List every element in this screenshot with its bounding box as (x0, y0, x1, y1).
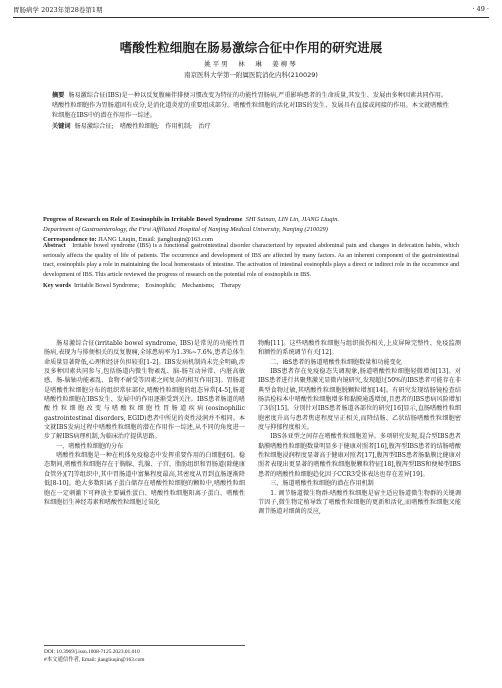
header-rule (13, 17, 489, 18)
keywords: 肠易激综合征; 嗜酸性粒细胞; 作用机制; 治疗 (74, 122, 211, 130)
article-title: 嗜酸性粒细胞在肠易激综合征中作用的研究进展 (119, 40, 383, 55)
english-department: Department of Gastroenterology, the First Affiliated Hospital of Nanjing Medical University, Nanjing (210029) (43, 226, 328, 233)
chinese-abstract (52, 91, 450, 132)
paragraph: 物酶[11]。这些嗜酸性粒细胞与组织损伤相关,上皮屏障完整性、免疫监测和额性的系统调节有关[12]。 (258, 340, 461, 357)
page-number: · 49 · (472, 5, 489, 13)
english-title-block (43, 215, 459, 245)
paragraph: IBS各亚型之间存在嗜酸性粒细胞差异。多项研究发现,混合型IBS患者黏膜嗜酸性粒细胞数量明显多于健康对照者[16],腹泻型IBS患者的结肠嗜酸性粒细胞浸润程度显著高于健康对照者[17],腹泻型IBS患者肠黏膜比健康对照者表现出更显著的嗜酸性粒细胞脱颗粒特征[18],腹泻型IBS和便秘型IBS患者的嗜酸性粒细胞趋化因子CCR3受体表达也存在差异[19]。 (258, 433, 461, 478)
doi: DOI: 10.3969/j.issn.1008-7125.2023.01.010 (44, 649, 140, 655)
correspondence: JIANG Liuqin, Email: jiangliuqin@163.com (98, 236, 213, 243)
abstract-text: 肠易激综合征(IBS)是一种以反复腹痛伴排便习惯改变为特征的功能性胃肠病,严重影响患者的生命质量,其发生、发展由多种因素共同作用。嗜酸性粒细胞作为胃肠道固有成分,是消化道炎症的重要组成部分。嗜酸性粒细胞的活化对IBS的发生、发展具有直接或间接的作用。本文就嗜酸性粒细胞在IBS中的潜在作用作一综述。 (52, 92, 449, 120)
paragraph: 嗜酸性粒细胞是一种在机体免疫稳态中发挥重要作用的白细胞[6]。稳态期间,嗜酸性粒细胞存在于胸腺、乳腺、子宫、脂肪组织和胃肠道(除健康食管外)[7]等组织中,其中胃肠道中富集程度最高,其密度从胃到直肠逐渐降低[8-10]。绝大多数阳离子蛋白储存在嗜酸性粒细胞的颗粒中,嗜酸性粒细胞在一定刺激下可释放主要碱性蛋白、嗜酸性粒细胞阳离子蛋白、嗜酸性粒细胞衍生神经毒素和嗜酸性粒细胞过氧化 (44, 452, 245, 506)
english-keywords-label: Key words (43, 283, 71, 290)
paragraph: 1. 调节肠道微生物群:嗜酸性粒细胞是宿主适应肠道微生物群的关键调节因子,微生物定植导致了嗜酸性粒细胞的更新和活化,而嗜酸性粒细胞又能调节肠道对细菌的反应, (258, 489, 461, 516)
paragraph: 肠易激综合征(irritable bowel syndrome, IBS)是常见的功能性胃肠病,表现为与排便相关的反复腹痛,全球患病率为1.3%~7.6%,患者总体生命质量显著降低,心理和经济负担较重[1-2]。IBS发病机制尚未完全明确,涉及多种因素共同参与,包括肠道内微生物紊乱、脑-肠互动异常、内脏高敏感、肠-脑轴功能紊乱、食物不耐受等因素之间复杂的相互作用[3]。胃肠道是嗜酸性粒细胞分布的组织常驻部位,嗜酸性粒细胞的组态异常[4-5],肠道嗜酸性粒细胞在IBS发生、发展中的作用逐渐受到关注。IBS患者肠道的嗜酸性粒细胞改变与嗜酸粒细胞性胃肠道疾病(eosinophilic gastrointestinal disorders, EGID)患者中所见的炎性浸润并不相同。本文就IBS发病过程中嗜酸性粒细胞的潜在作用作一综述,从不同的角度进一步了解IBS病理机制,为临床治疗提供思路。 (44, 340, 245, 441)
authors: 姚平男 林 琳 姜柳琴 (204, 60, 298, 68)
abstract-label: 摘要 (52, 92, 65, 99)
paragraph: IBS患者存在免疫稳态失调现象,肠道嗜酸性粒细胞轻微增加[13]。对IBS患者进行共聚焦激光显微内镜研究,发现超过50%的IBS患者可能存在非典型食物过敏,其嗜酸性粒细胞脱颗粒增加[14]。有研究发现结肠镜检查结肠活检标本中嗜酸性粒细胞增多和黏膜通透增加,且患者的IBS患病风险增加了3倍[15]。分别针对IBS患者肠道各部位的研究[16]显示,直肠嗜酸性粒细胞密度升高与患者焦虑程度呈正相关,而降结肠、乙状结肠嗜酸性粒细胞密度与抑郁程度相关。 (258, 368, 461, 432)
journal-name: 胃肠病学 2023年第28卷第1期 (13, 6, 103, 14)
english-authors: SHI Suinan, LIN Lin, JIANG Liuqin. (245, 216, 340, 223)
english-abstract-label: Abstract (43, 243, 66, 249)
english-title: Progress of Research on Role of Eosinophils in Irritable Bowel Syndrome (43, 216, 243, 223)
keywords-label: 关键词 (52, 122, 71, 130)
english-abstract-text: Irritable bowel syndrome (IBS) is a functional gastrointestinal disorder characterized by repeated abdominal pain and changes in defecation habits, which seriously affects the quality of life of patients. The occurrence and development of IBS are affected by many factors. As an inherent component of the gastrointestinal tract, eosinophils play a role in maintaining the local homeostasis of intestine. The activation of intestinal eosinophils plays a direct or indirect role in the occurrence and development of IBS. This article reviewed the progress of research on the potential role of eosinophils in IBS. (43, 243, 459, 278)
section-heading: 一、嗜酸性粒细胞的分布 (56, 442, 124, 450)
footnote (44, 645, 245, 665)
left-column (44, 339, 245, 507)
correspondence-label: Correspondence to: (43, 236, 97, 243)
footnote-correspondence: #本文通信作者, Email: jiangliuqin@163.com (44, 657, 145, 664)
right-column (258, 339, 461, 517)
english-abstract (43, 242, 459, 292)
english-keywords: Irritable Bowel Syndrome; Eosinophils; Mechanisms; Therapy (73, 283, 241, 290)
affiliation: 南京医科大学第一附属医院消化内科(210029) (184, 71, 318, 79)
section-heading: 三、肠道嗜酸性粒细胞的潜在作用机制 (270, 480, 374, 488)
section-heading: 二、IBS患者的肠道嗜酸性粒细胞数量和功能变化 (270, 358, 402, 366)
running-header (13, 5, 489, 17)
